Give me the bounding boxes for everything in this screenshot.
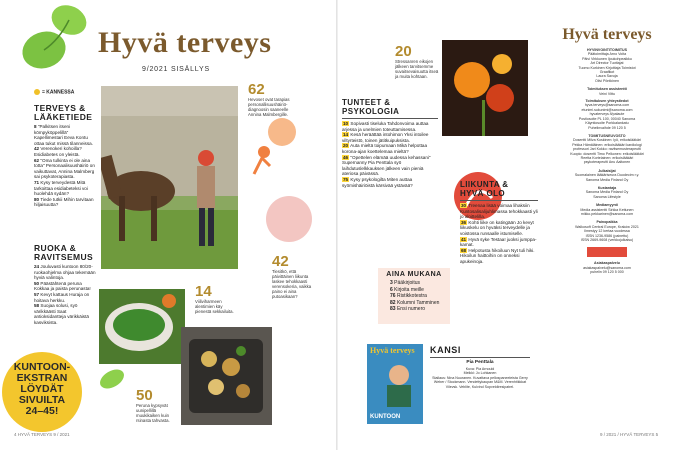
potatoes-photo [181, 327, 272, 425]
list-item[interactable]: 76 Ristikkotestra [390, 293, 427, 299]
divider [342, 118, 438, 119]
aina-title: AINA MUKANA [386, 271, 442, 278]
aina-mukana-box [378, 268, 450, 324]
cover-logo: Hyvä terveys [370, 346, 415, 355]
cover-thumbnail[interactable] [367, 344, 423, 424]
list-item[interactable]: 24 Jouluvasti kuntoon 80/20-ruokaohjelma ohjaa tekemään hyviä valintoja. [34, 264, 96, 281]
publisher-logo [587, 247, 627, 257]
list-item[interactable]: 10 Sopivasti tiseluka Tahdonvoima auttaa arjessa ja unelmien toteuttamisessa. [342, 121, 429, 132]
list-item[interactable]: 3 Pääkirjoitus [390, 280, 421, 286]
section-title: LIIKUNTA & HYVÄ OLO [460, 180, 509, 198]
page-footer-left: 4 HYVÄ TERVEYS 9 / 2021 [14, 432, 70, 437]
list-item[interactable]: 50 Päästähtenä peruna Kokkaa ja paista perunasta! [34, 280, 91, 292]
caption-62: 62 Hevoset ovat tarapias personallisuushäiriö-diagnoosin saaneelle Annina Malmbergille. [248, 81, 290, 117]
caption-14: 14 Viiliviharmeen alentimien käy pienestä sekkailuita. [195, 283, 234, 314]
list-item[interactable]: 62 "Oma tulkinta ei ole aina totta" Personaalisuushäiriö on vaikuttavat, Annina Malmberg sai psykoterapiasta. [34, 157, 95, 180]
divider [430, 357, 530, 358]
caption-50: 50 Peruna kypsyvät uunipellillä muukikaiken kuin rsinasta tahvasta. [136, 387, 170, 423]
list-item[interactable]: 75 Kysy psykologilta Miten auttaa syömishäiriöistä kärsivää ystävää? [342, 176, 413, 188]
section-ruoka [34, 244, 98, 326]
section-liikunta [460, 180, 538, 265]
section-tunteet [342, 98, 438, 188]
kansi-title: KANSI [430, 345, 462, 355]
section-title: TERVEYS & LÄÄKETIEDE [34, 103, 93, 122]
list-item[interactable]: 36 Kohti liike on katingään Jo kevyt liikuskelu on hyväksi terveydelle ja voistossa runsaalle istumiselle. [460, 219, 534, 236]
list-item[interactable]: 20 Auta mieltä toipumaan Mikä helpottaa korona-ajan koettelemaa mieltä? [342, 143, 428, 154]
page-footer-right: 9 / 2021 / HYVÄ TERVEYS 5 [600, 432, 659, 437]
runner-illustration [240, 112, 300, 182]
list-item[interactable]: 71 Kysy terveydestä Mitä tarkoittaa esidiabeteksi voi huolehdä sydän? [34, 179, 88, 197]
masthead: Hyvä terveys [98, 26, 272, 59]
list-item[interactable]: 42 Verenokeri kohoilla? Esidiabetes on yleistä. [34, 146, 82, 157]
caption-42: 42 Tiesitkö, että päivittäinen liikunta laskee tehokkaasti verensokeria, vaikka paino ei aina putoasikaan? [272, 253, 312, 299]
imprint-column: Hyvä terveys HYVINVOINTITOIMITUS Päätoimittaja Arno Voita Päivi Virkkunen Ijoukohpeaikku Art Director Tuottajat Tuomo Kurkinen Kirjoittaja Toimistot Graafikot Laura Savuja Oilvi Pöntkinen Toimituksen assistentti Veini Vittu Toimituksen yhteystiedot hyva.terveys@sanoma.com etunimi.sukunimi@sanoma.com hyvaterveys.fi/palaute Postiosoite PL 100, 00040 Sanoma Käyntiosoite Porkkalankatu Puhelinvaihde 09 120 5 TOIMITUSNEUVOSTO Dosentti Milva Koskinen: lyö, erikoislääkäri Pekka Hämäläinen: erikoislääkäri kardiologi professori Jari Kokko: ravitsemusterapeutti Kuopio: dosentti Timo Pelkonen: erikoislääkäri Reetta Kortelainen: erikoislääkäri psykoterapeutti Anu Aaltonen Julkaisijat Suomalainen lääkäriseura Duodecim r.y. Sanoma Media Finland Oy Kustantaja Sanoma Media Finland Oy Sanoma Lifestyle Mediamyynti Media assistentti Sirkka Kettunen mikko.pekkarinen@sanoma.com Painopaikka Walkosoft Central Europe, Kraków 2021 Ilmestyy 12 kertaa vuodessa ISSN 1236-9586 (painettu) ISSN 2669-9608 (verkkojulkaisu) Asiakaspalvelu asiakaspalvelu@sanoma.com puhelin 09 120 5 000 [540, 0, 674, 450]
list-item[interactable]: 6 Kirjoita meille [390, 286, 424, 293]
list-item[interactable]: 82 Kolumni Tamminen [390, 299, 440, 306]
section-title: RUOKA & RAVITSEMUS [34, 243, 94, 262]
greens-photo [99, 289, 185, 364]
list-item[interactable]: 8 "Palkitsen itseni kömpyköppelillä" Kapellimestari Eeva Kontu ottaa tukut missä tilanneissa. [34, 124, 93, 146]
list-item[interactable]: 57 Kevyt kattaus Huraja on hoitava herkku. [34, 291, 90, 303]
imprint-masthead: Hyvä terveys [562, 26, 652, 43]
list-item[interactable]: 14 Kesä heräättää intohimon Yksi intoilee viltyrteistö, toinen jätitkuipuksista. [342, 132, 429, 143]
list-item[interactable]: 41 Hyvä syke Testaa! juoksi jumppa- kamat. [460, 236, 537, 248]
flower-photo [442, 40, 528, 136]
pink-circle [266, 196, 312, 242]
section-title: TUNTEET & PSYKOLOGIA [342, 98, 400, 116]
cover-text: KUNTOON [370, 414, 401, 420]
gutter [336, 0, 338, 450]
caption-20: 20 Stressanren eikojen jälkeen tarvitsemme suvaitsevaisuutta itseä ja muita kohtaan. [395, 43, 439, 79]
horse-photo [101, 86, 238, 269]
divider [460, 200, 538, 201]
list-item[interactable]: 83 Ensi numero [390, 306, 426, 312]
list-item[interactable]: 46 "Opettelen elämää uudessa kehassani" Supernanny Pia Penttala syö laihdutuslelkkauksen jälkeen vain pieniä ateriosa päivässä. [342, 154, 431, 177]
kansi-block: KANSI Pia Penttala Kuva: Pia Arnould Meikki: Jo Lohkanen Stailaus: Nina Nuuranen. Kuvattava pellospaneeleista Gerry Weber / Stockmann. Vendettykaupan M&M. Verenhtikkkat Vilevsk. Veblite, Kulvind Sopveldiresipatrel. [430, 345, 530, 389]
leaf-decoration [97, 364, 127, 394]
list-item[interactable]: 58 Suojaa solusi, syö värikkäästi Saat antioksidantteja värikkäistä kasviksista. [34, 303, 89, 325]
list-item[interactable]: 68 Helpotusta hikoiluun Nyt tuli hiki. Hikoilun haittoihin on onneksi apukeinoja. [460, 247, 535, 264]
kuntoon-badge[interactable]: KUNTOON- EKSTRAN LÖYDÄT SIVUILTA 24–45! [2, 352, 82, 432]
cover-dot-icon [34, 89, 40, 95]
cover-key: = KANNESSA [34, 89, 74, 95]
issue-label: 9/2021 SISÄLLYS [142, 66, 210, 73]
leaf-icon [14, 0, 94, 80]
section-terveys [34, 104, 98, 208]
list-item[interactable]: 30 Treenaa lisää voimaa lihaksiin Kuntosalisalijuhlimassa tehokkaasti yli jo aloittelilla. [460, 203, 538, 220]
list-item[interactable]: 80 Tiede tutkii Mihin tarvitaan hiljaisuutta? [34, 196, 94, 208]
